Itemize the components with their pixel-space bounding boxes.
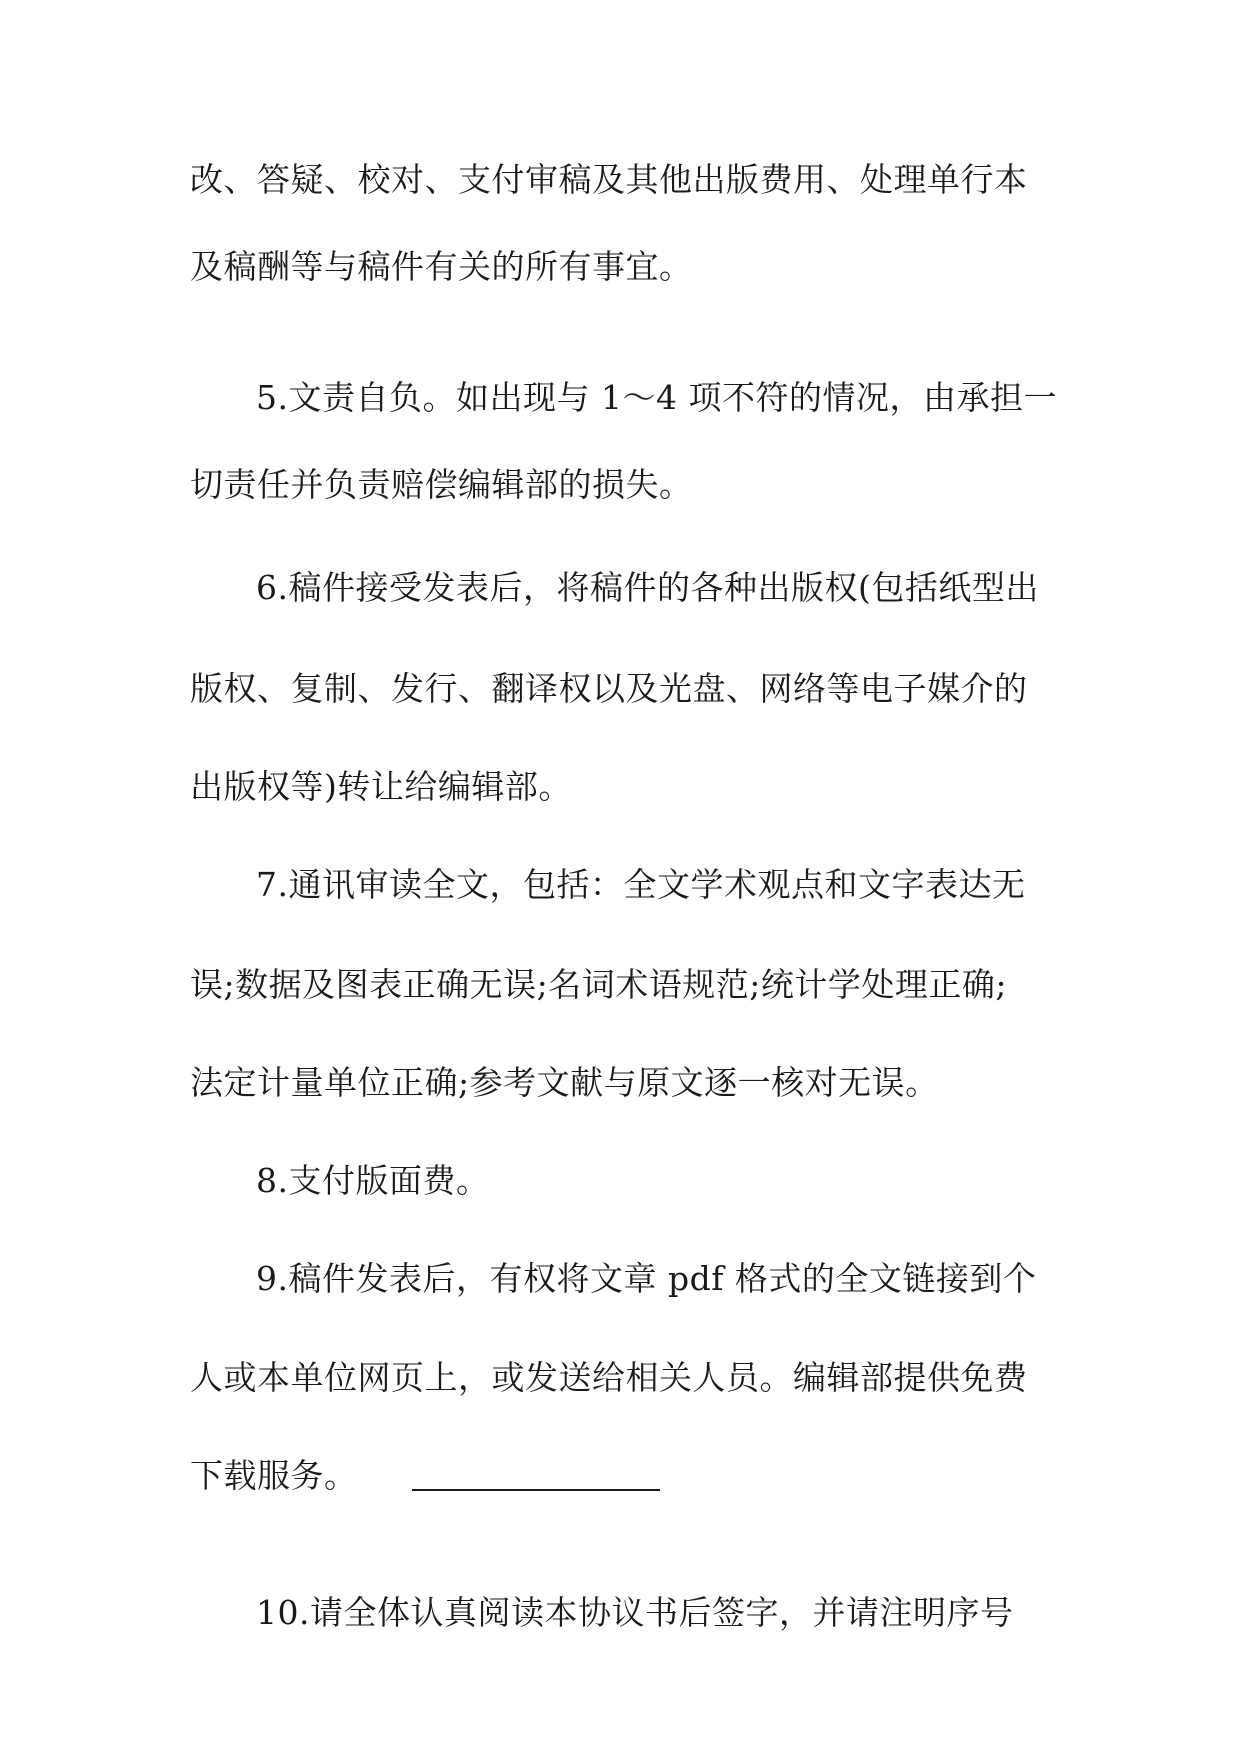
paragraph-line: 及稿酬等与稿件有关的所有事宜。 [190, 247, 693, 286]
paragraph-line: 7.通讯审读全文，包括：全文学术观点和文字表达无 [256, 865, 1026, 904]
paragraph-line: 人或本单位网页上，或发送给相关人员。编辑部提供免费 [190, 1358, 1028, 1397]
paragraph-line-with-blank [190, 1456, 660, 1496]
paragraph-line: 误;数据及图表正确无误;名词术语规范;统计学处理正确; [190, 965, 1007, 1004]
paragraph-line: 出版权等)转让给编辑部。 [190, 767, 572, 806]
paragraph-line: 版权、复制、发行、翻译权以及光盘、网络等电子媒介的 [190, 669, 1028, 708]
paragraph-line: 9.稿件发表后，有权将文章 pdf 格式的全文链接到个 [256, 1259, 1037, 1298]
paragraph-text: 下载服务。 [190, 1456, 358, 1495]
signature-blank-underline [412, 1489, 660, 1491]
paragraph-line: 法定计量单位正确;参考文献与原文逐一核对无误。 [190, 1063, 939, 1102]
paragraph-line: 10.请全体认真阅读本协议书后签字，并请注明序号 [256, 1593, 1014, 1632]
paragraph-line: 5.文责自负。如出现与 1～4 项不符的情况，由承担一 [256, 378, 1057, 417]
paragraph-line: 6.稿件接受发表后，将稿件的各种出版权(包括纸型出 [256, 568, 1039, 607]
paragraph-line: 8.支付版面费。 [256, 1161, 490, 1200]
paragraph-line: 改、答疑、校对、支付审稿及其他出版费用、处理单行本 [190, 160, 1028, 199]
paragraph-line: 切责任并负责赔偿编辑部的损失。 [190, 465, 693, 504]
